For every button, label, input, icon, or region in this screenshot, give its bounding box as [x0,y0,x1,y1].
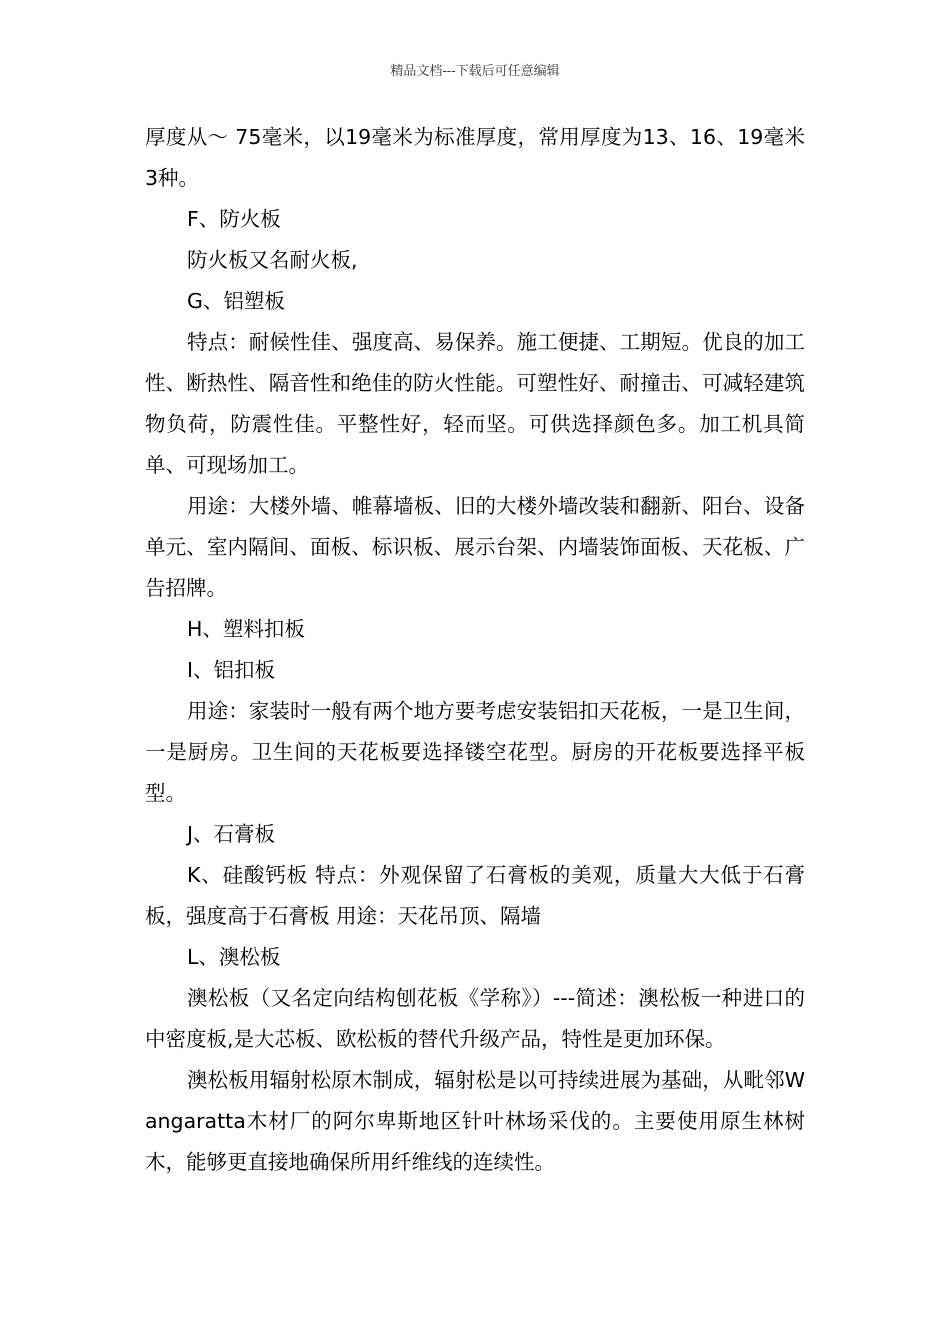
heading-gypsum-board: J、石膏板 [187,822,276,846]
document-body [145,117,805,1183]
paragraph-osb-material: 澳松板用辐射松原木制成，辐射松是以可持续进展为基础，从毗邻Wangaratta木材厂的阿尔卑斯地区针叶林场采伐的。主要使用原生林树木，能够更直接地确保所用纤维线的连续性。 [145,1068,805,1174]
heading-osb-board: L、澳松板 [187,945,281,969]
page-header: 精品文档---下载后可任意编辑 [390,64,560,79]
heading-plastic-panel: H、塑料扣板 [187,617,305,641]
heading-aluminum-plastic-board: G、铝塑板 [187,289,285,313]
paragraph-aluminum-plastic-uses: 用途：大楼外墙、帷幕墙板、旧的大楼外墙改装和翻新、阳台、设备单元、室内隔间、面板、标识板、展示台架、内墙装饰面板、天花板、广告招牌。 [145,494,805,600]
heading-aluminum-panel: I、铝扣板 [187,658,276,682]
paragraph-fireproof-board: 防火板又名耐火板, [187,248,358,272]
paragraph-aluminum-panel-uses: 用途：家装时一般有两个地方要考虑安装铝扣天花板，一是卫生间，一是厨房。卫生间的天花板要选择镂空花型。厨房的开花板要选择平板型。 [145,699,805,805]
heading-fireproof-board: F、防火板 [187,207,281,231]
paragraph-calcium-silicate-board: K、硅酸钙板 特点：外观保留了石膏板的美观，质量大大低于石膏板，强度高于石膏板 用途：天花吊顶、隔墙 [145,863,805,928]
paragraph-aluminum-plastic-features: 特点：耐候性佳、强度高、易保养。施工便捷、工期短。优良的加工性、断热性、隔音性和绝佳的防火性能。可塑性好、耐撞击、可减轻建筑物负荷，防震性佳。平整性好，轻而坚。可供选择颜色多。加工机具简单、可现场加工。 [145,330,805,477]
paragraph-osb-summary: 澳松板（又名定向结构刨花板《学称》）---简述：澳松板一种进口的中密度板,是大芯板、欧松板的替代升级产品，特性是更加环保。 [145,986,805,1051]
paragraph-thickness: 厚度从～ 75毫米，以19毫米为标准厚度，常用厚度为13、16、19毫米3种。 [145,125,805,190]
